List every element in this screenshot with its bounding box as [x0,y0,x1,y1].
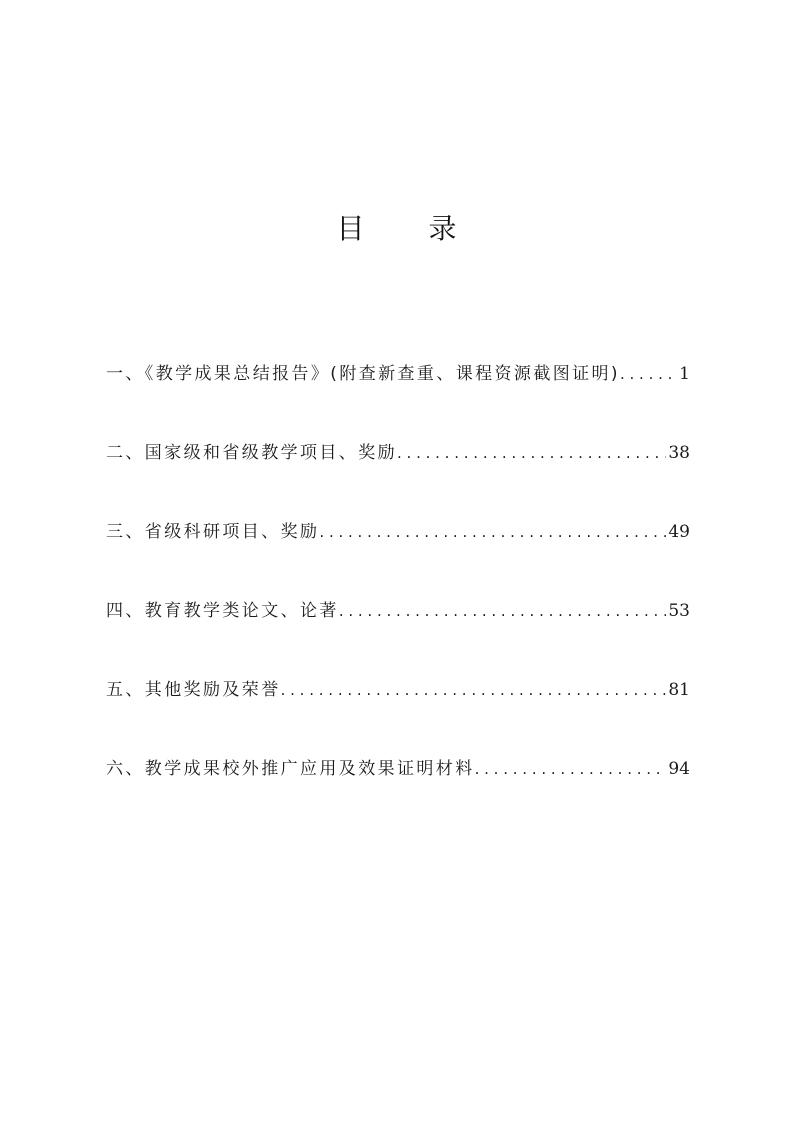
toc-entry-label: 一、《教学成果总结报告》(附查新查重、课程资源截图证明) [106,364,620,384]
toc-page-number: 49 [668,522,690,542]
toc-entry-label: 六、教学成果校外推广应用及效果证明材料 [106,759,475,779]
table-of-contents [106,360,690,834]
toc-page-number: 1 [679,364,690,384]
toc-leader-dots [475,755,667,783]
toc-leader-dots [319,518,666,546]
toc-entry-5[interactable] [106,676,690,704]
toc-leader-dots [620,360,677,388]
toc-entry-2[interactable] [106,439,690,467]
toc-leader-dots [339,597,667,625]
toc-entry-label: 三、省级科研项目、奖励 [106,522,320,542]
toc-leader-dots [281,676,667,704]
toc-entry-4[interactable] [106,597,690,625]
toc-entry-3[interactable] [106,518,690,546]
toc-page-number: 53 [668,601,690,621]
toc-page-number: 38 [668,443,690,463]
page-title: 目录 [336,211,521,245]
toc-entry-label: 五、其他奖励及荣誉 [106,680,281,700]
toc-entry-6[interactable] [106,755,690,783]
toc-leader-dots [397,439,666,467]
toc-page-number: 94 [668,759,690,779]
toc-entry-label: 二、国家级和省级教学项目、奖励 [106,443,397,463]
toc-page-number: 81 [668,680,690,700]
toc-entry-label: 四、教育教学类论文、论著 [106,601,339,621]
toc-entry-1[interactable] [106,360,690,388]
